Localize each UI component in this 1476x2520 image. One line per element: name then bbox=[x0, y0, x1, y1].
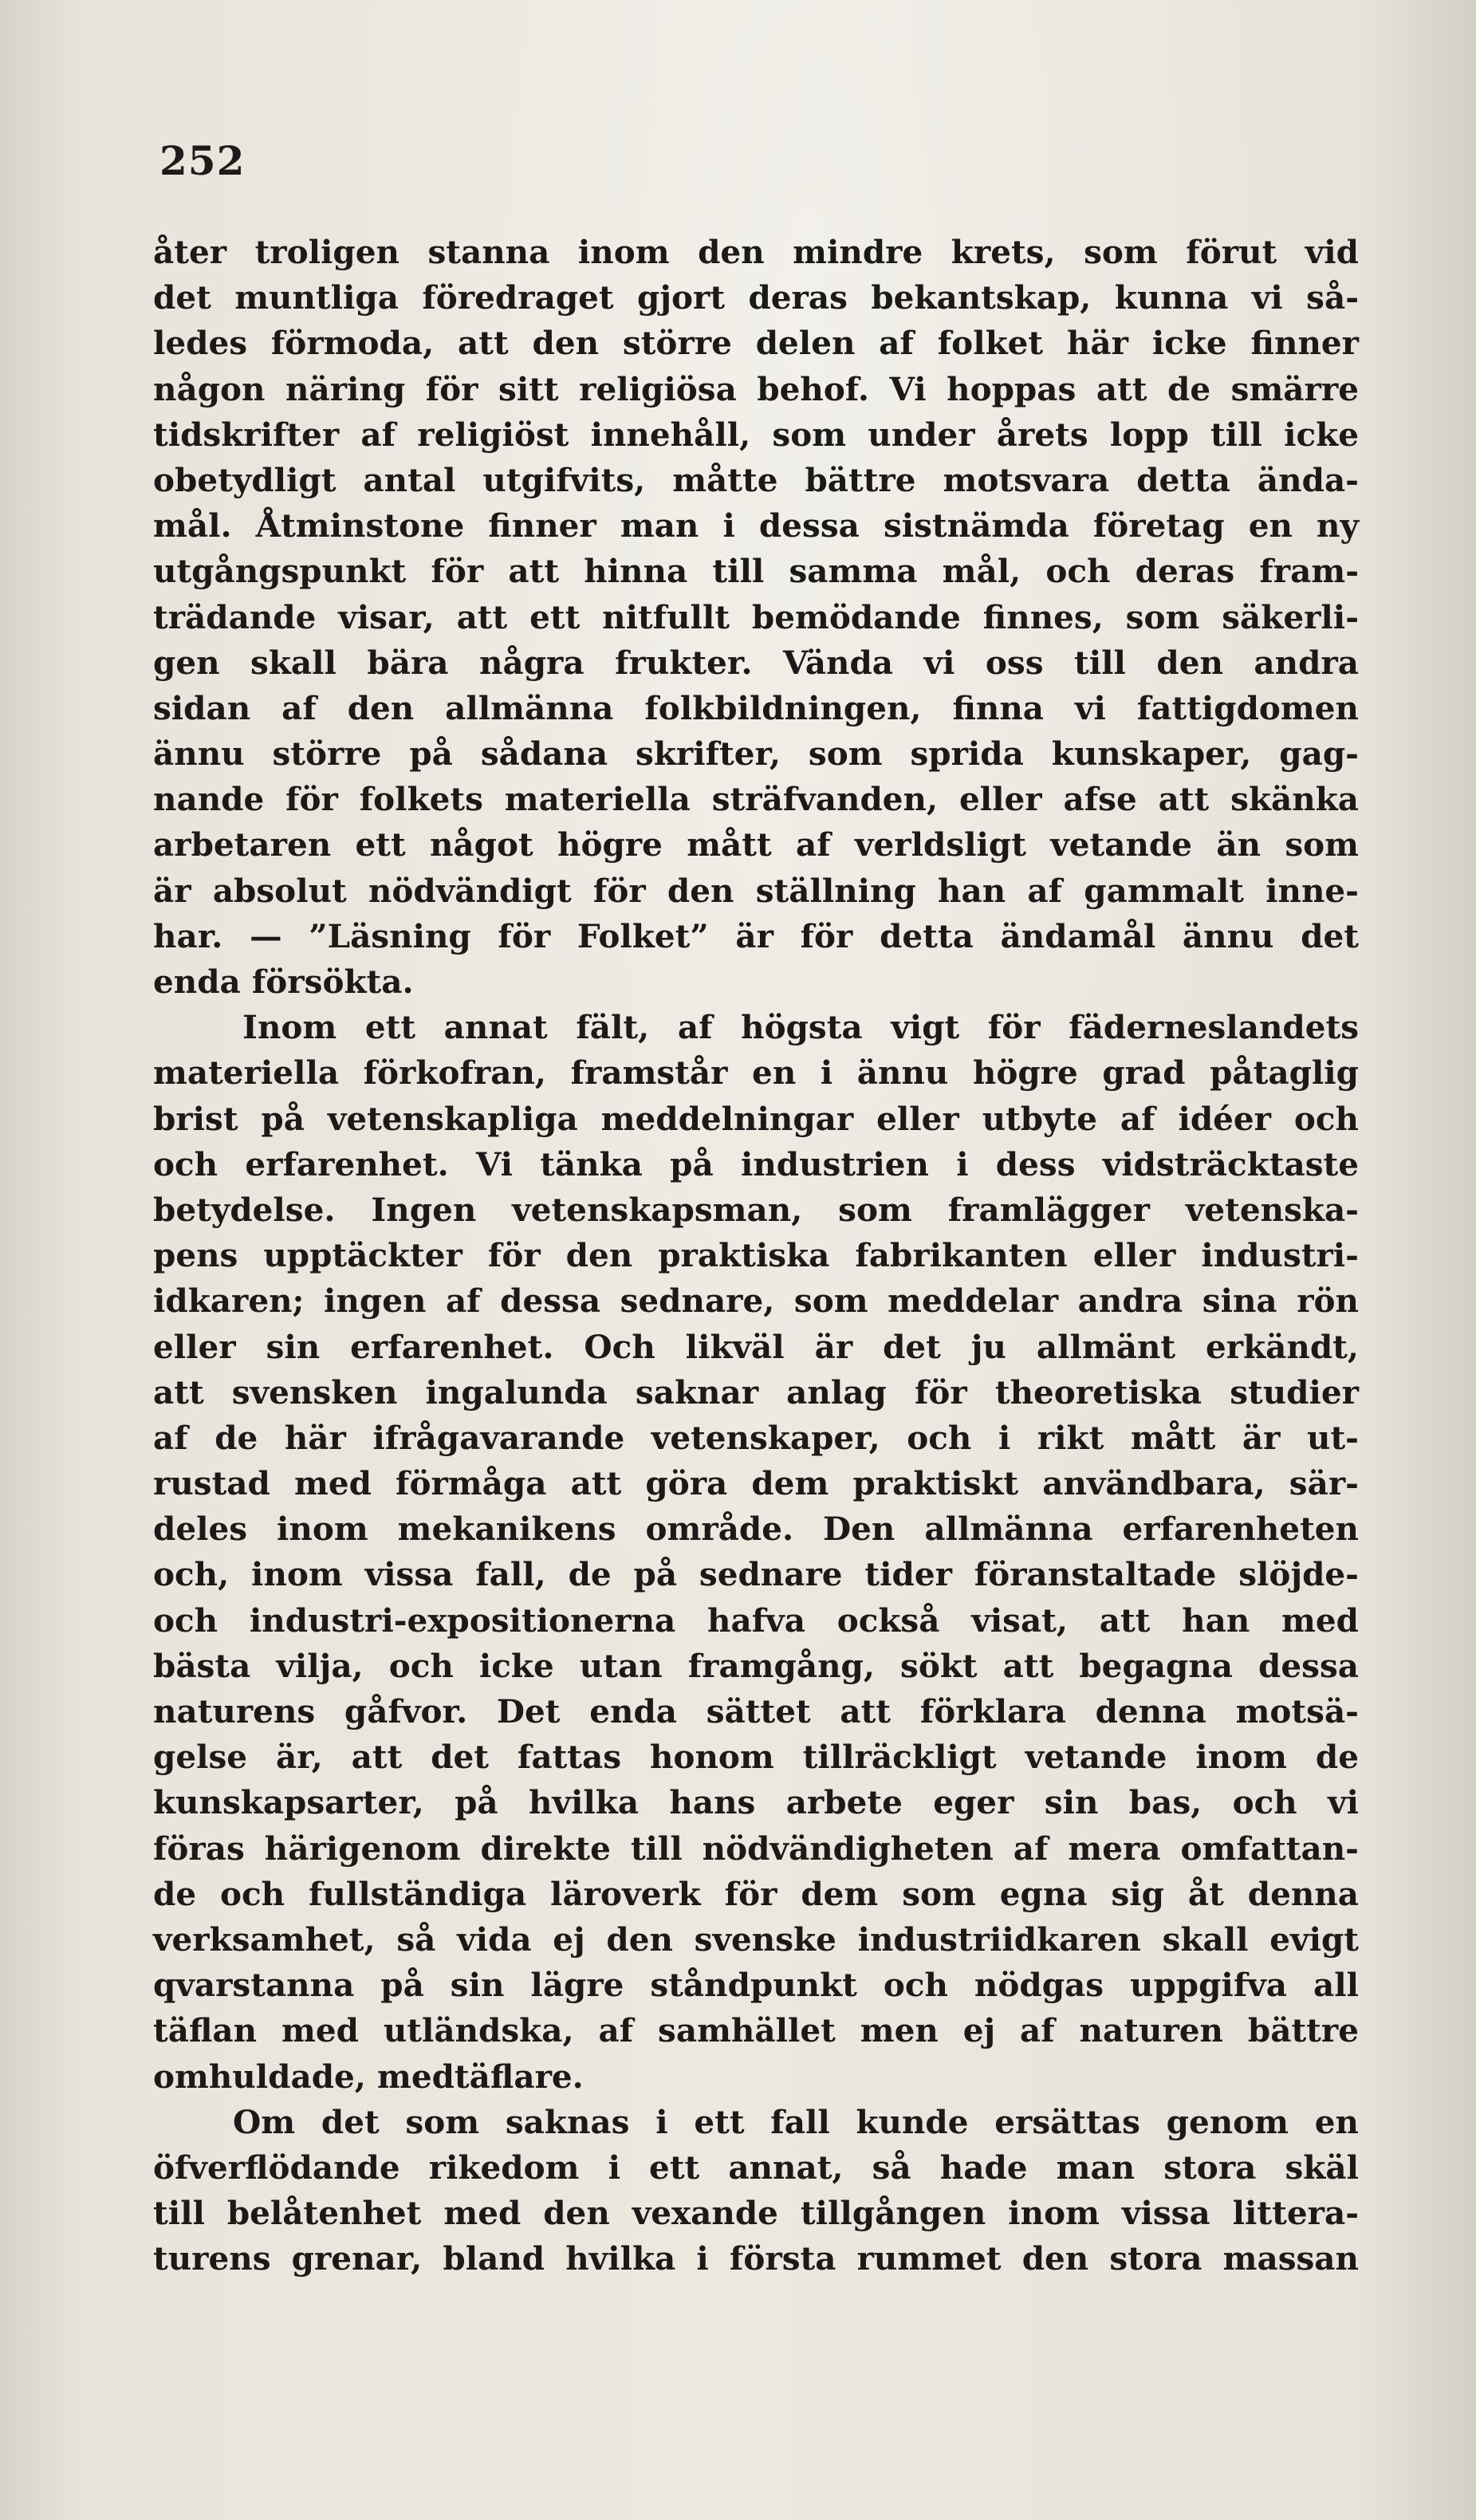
text-line: mål. Åtminstone finner man i dessa sistnämda företag en ny bbox=[153, 506, 1359, 545]
text-line: materiella förkofran, framstår en i ännu högre grad påtaglig bbox=[153, 1053, 1359, 1093]
text-line: utgångspunkt för att hinna till samma mål, och deras fram- bbox=[153, 552, 1359, 591]
text-line: Om det som saknas i ett fall kunde ersättas genom en bbox=[233, 2102, 1359, 2141]
text-line: pens upptäckter för den praktiska fabrikanten eller industri- bbox=[153, 1236, 1359, 1275]
text-line: åter troligen stanna inom den mindre krets, som förut vid bbox=[153, 233, 1359, 271]
text-line: och, inom vissa fall, de på sednare tider föranstaltade slöjde- bbox=[153, 1555, 1359, 1594]
text-line: gelse är, att det fattas honom tillräckligt vetande inom de bbox=[153, 1738, 1359, 1777]
text-line: till belåtenhet med den vexande tillgången inom vissa littera- bbox=[153, 2194, 1359, 2233]
text-line: täflan med utländska, af samhället men ej af naturen bättre bbox=[153, 2011, 1359, 2050]
text-line: någon näring för sitt religiösa behof. Vi hoppas att de smärre bbox=[153, 369, 1359, 408]
text-line: enda försökta. bbox=[153, 963, 414, 1001]
text-line: idkaren; ingen af dessa sednare, som meddelar andra sina rön bbox=[153, 1282, 1359, 1321]
text-line: rustad med förmåga att göra dem praktiskt användbara, sär- bbox=[153, 1464, 1359, 1503]
text-line: verksamhet, så vida ej den svenske industriidkaren skall evigt bbox=[153, 1920, 1359, 1959]
body-text bbox=[153, 230, 1359, 2282]
text-line: kunskapsarter, på hvilka hans arbete eger sin bas, och vi bbox=[153, 1783, 1359, 1822]
text-line: föras härigenom direkte till nödvändigheten af mera omfattan- bbox=[153, 1829, 1359, 1868]
text-line: ledes förmoda, att den större delen af folket här icke finner bbox=[153, 324, 1359, 363]
page-number: 252 bbox=[159, 137, 246, 184]
text-line: naturens gåfvor. Det enda sättet att förklara denna motsä- bbox=[153, 1692, 1359, 1731]
text-line: och erfarenhet. Vi tänka på industrien i dess vidsträcktaste bbox=[153, 1144, 1359, 1183]
text-line: gen skall bära några frukter. Vända vi oss till den andra bbox=[153, 643, 1359, 682]
text-line: Inom ett annat fält, af högsta vigt för fäderneslandets bbox=[242, 1008, 1359, 1047]
text-line: turens grenar, bland hvilka i första rummet den stora massan bbox=[153, 2239, 1359, 2278]
text-line: trädande visar, att ett nitfullt bemödande finnes, som säkerli- bbox=[153, 597, 1359, 636]
text-line: bästa vilja, och icke utan framgång, sökt att begagna dessa bbox=[153, 1646, 1359, 1685]
text-line: brist på vetenskapliga meddelningar eller utbyte af idéer och bbox=[153, 1099, 1359, 1138]
paragraph bbox=[153, 2100, 1359, 2282]
text-line: deles inom mekanikens område. Den allmänna erfarenheten bbox=[153, 1510, 1359, 1549]
text-line: eller sin erfarenhet. Och likväl är det ju allmänt erkändt, bbox=[153, 1327, 1359, 1366]
text-line: det muntliga föredraget gjort deras bekantskap, kunna vi så- bbox=[153, 278, 1359, 317]
text-line: tidskrifter af religiöst innehåll, som under årets lopp till icke bbox=[153, 415, 1359, 454]
text-line: arbetaren ett något högre mått af verldsligt vetande än som bbox=[153, 825, 1359, 864]
paragraph bbox=[153, 230, 1359, 1005]
text-line: nande för folkets materiella sträfvanden, eller afse att skänka bbox=[153, 780, 1359, 819]
text-line: omhuldade, medtäflare. bbox=[153, 2057, 584, 2096]
text-line: sidan af den allmänna folkbildningen, finna vi fattigdomen bbox=[153, 688, 1359, 727]
text-line: qvarstanna på sin lägre ståndpunkt och nödgas uppgifva all bbox=[153, 1966, 1359, 2005]
text-line: och industri-expositionerna hafva också visat, att han med bbox=[153, 1601, 1359, 1640]
text-line: af de här ifrågavarande vetenskaper, och i rikt mått är ut- bbox=[153, 1418, 1359, 1457]
text-line: obetydligt antal utgifvits, måtte bättre motsvara detta ända- bbox=[153, 460, 1359, 499]
text-line: betydelse. Ingen vetenskapsman, som framlägger vetenska- bbox=[153, 1190, 1359, 1229]
paragraph bbox=[153, 1005, 1359, 2100]
text-line: att svensken ingalunda saknar anlag för theoretiska studier bbox=[153, 1372, 1359, 1412]
text-line: de och fullständiga läroverk för dem som egna sig åt denna bbox=[153, 1874, 1359, 1913]
text-line: ännu större på sådana skrifter, som sprida kunskaper, gag- bbox=[153, 734, 1359, 774]
text-line: öfverflödande rikedom i ett annat, så hade man stora skäl bbox=[153, 2148, 1359, 2187]
text-line: har. — ”Läsning för Folket” är för detta ändamål ännu det bbox=[153, 916, 1359, 955]
text-line: är absolut nödvändigt för den ställning han af gammalt inne- bbox=[153, 871, 1359, 910]
